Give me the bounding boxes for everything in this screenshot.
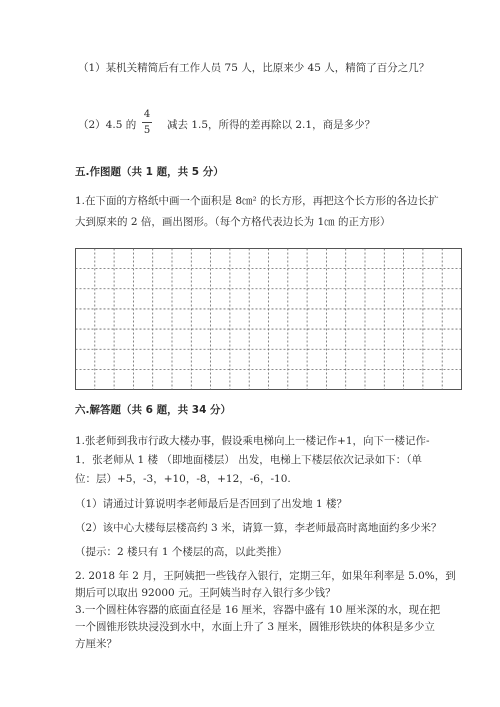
fraction-denominator: 5 xyxy=(143,125,151,136)
question-6-1-sub-2: （2）该中心大楼每层楼高约 3 米，请算一算，李老师最高时离地面约多少米？ xyxy=(75,522,442,534)
question-6-2-line-1: 2. 2018 年 2 月，王阿姨把一些钱存入银行，定期三年，如果年利率是 5.0%，到 xyxy=(75,570,456,582)
question-6-1-line-3: 位：层）+5，-3，+10，-8，+12，-6，-10. xyxy=(75,473,291,485)
question-6-3-line-1: 3.一个圆柱体容器的底面直径是 16 厘米，容器中盛有 10 厘米深的水，现在把 xyxy=(75,604,441,616)
question-4-2-prefix: （2）4.5 的 xyxy=(78,119,137,131)
question-6-1-sub-1: （1）请通过计算说明李老师最后是否回到了出发地 1 楼？ xyxy=(75,498,348,510)
question-5-1-line-1: 1.在下面的方格纸中画一个面积是 8㎝² 的长方形，再把这个长方形的各边长扩 xyxy=(75,195,439,207)
fraction-bar xyxy=(142,122,152,123)
question-6-2-line-2: 期后可以取出 92000 元。王阿姨当时存入银行多少钱？ xyxy=(75,587,336,599)
question-6-1-line-1: 1.张老师到我市行政大楼办事，假设乘电梯向上一楼记作+1，向下一楼记作- xyxy=(75,435,430,447)
drawing-grid[interactable] xyxy=(75,248,462,390)
question-6-3-line-2: 一个圆锥形铁块浸没到水中，水面上升了 3 厘米，圆锥形铁块的体积是多少立 xyxy=(75,621,435,633)
question-4-2-suffix: 减去 1.5，所得的差再除以 2.1，商是多少？ xyxy=(167,119,376,131)
section-5-heading: 五.作图题（共 1 题，共 5 分） xyxy=(75,166,224,178)
question-6-1-line-2: 1．张老师从 1 楼 （即地面楼层） 出发，电梯上下楼层依次记录如下：（单 xyxy=(75,454,422,466)
fraction-numerator: 4 xyxy=(143,109,151,120)
question-6-3-line-3: 方厘米？ xyxy=(75,638,117,650)
section-6-heading: 六.解答题（共 6 题，共 34 分） xyxy=(75,404,232,416)
question-4-1: （1）某机关精简后有工作人员 75 人，比原来少 45 人，精简了百分之几？ xyxy=(78,62,430,74)
question-6-1-hint: （提示：2 楼只有 1 个楼层的高，以此类推） xyxy=(75,546,288,558)
question-5-1-line-2: 大到原来的 2 倍，画出图形。（每个方格代表边长为 1㎝ 的正方形） xyxy=(75,216,391,228)
